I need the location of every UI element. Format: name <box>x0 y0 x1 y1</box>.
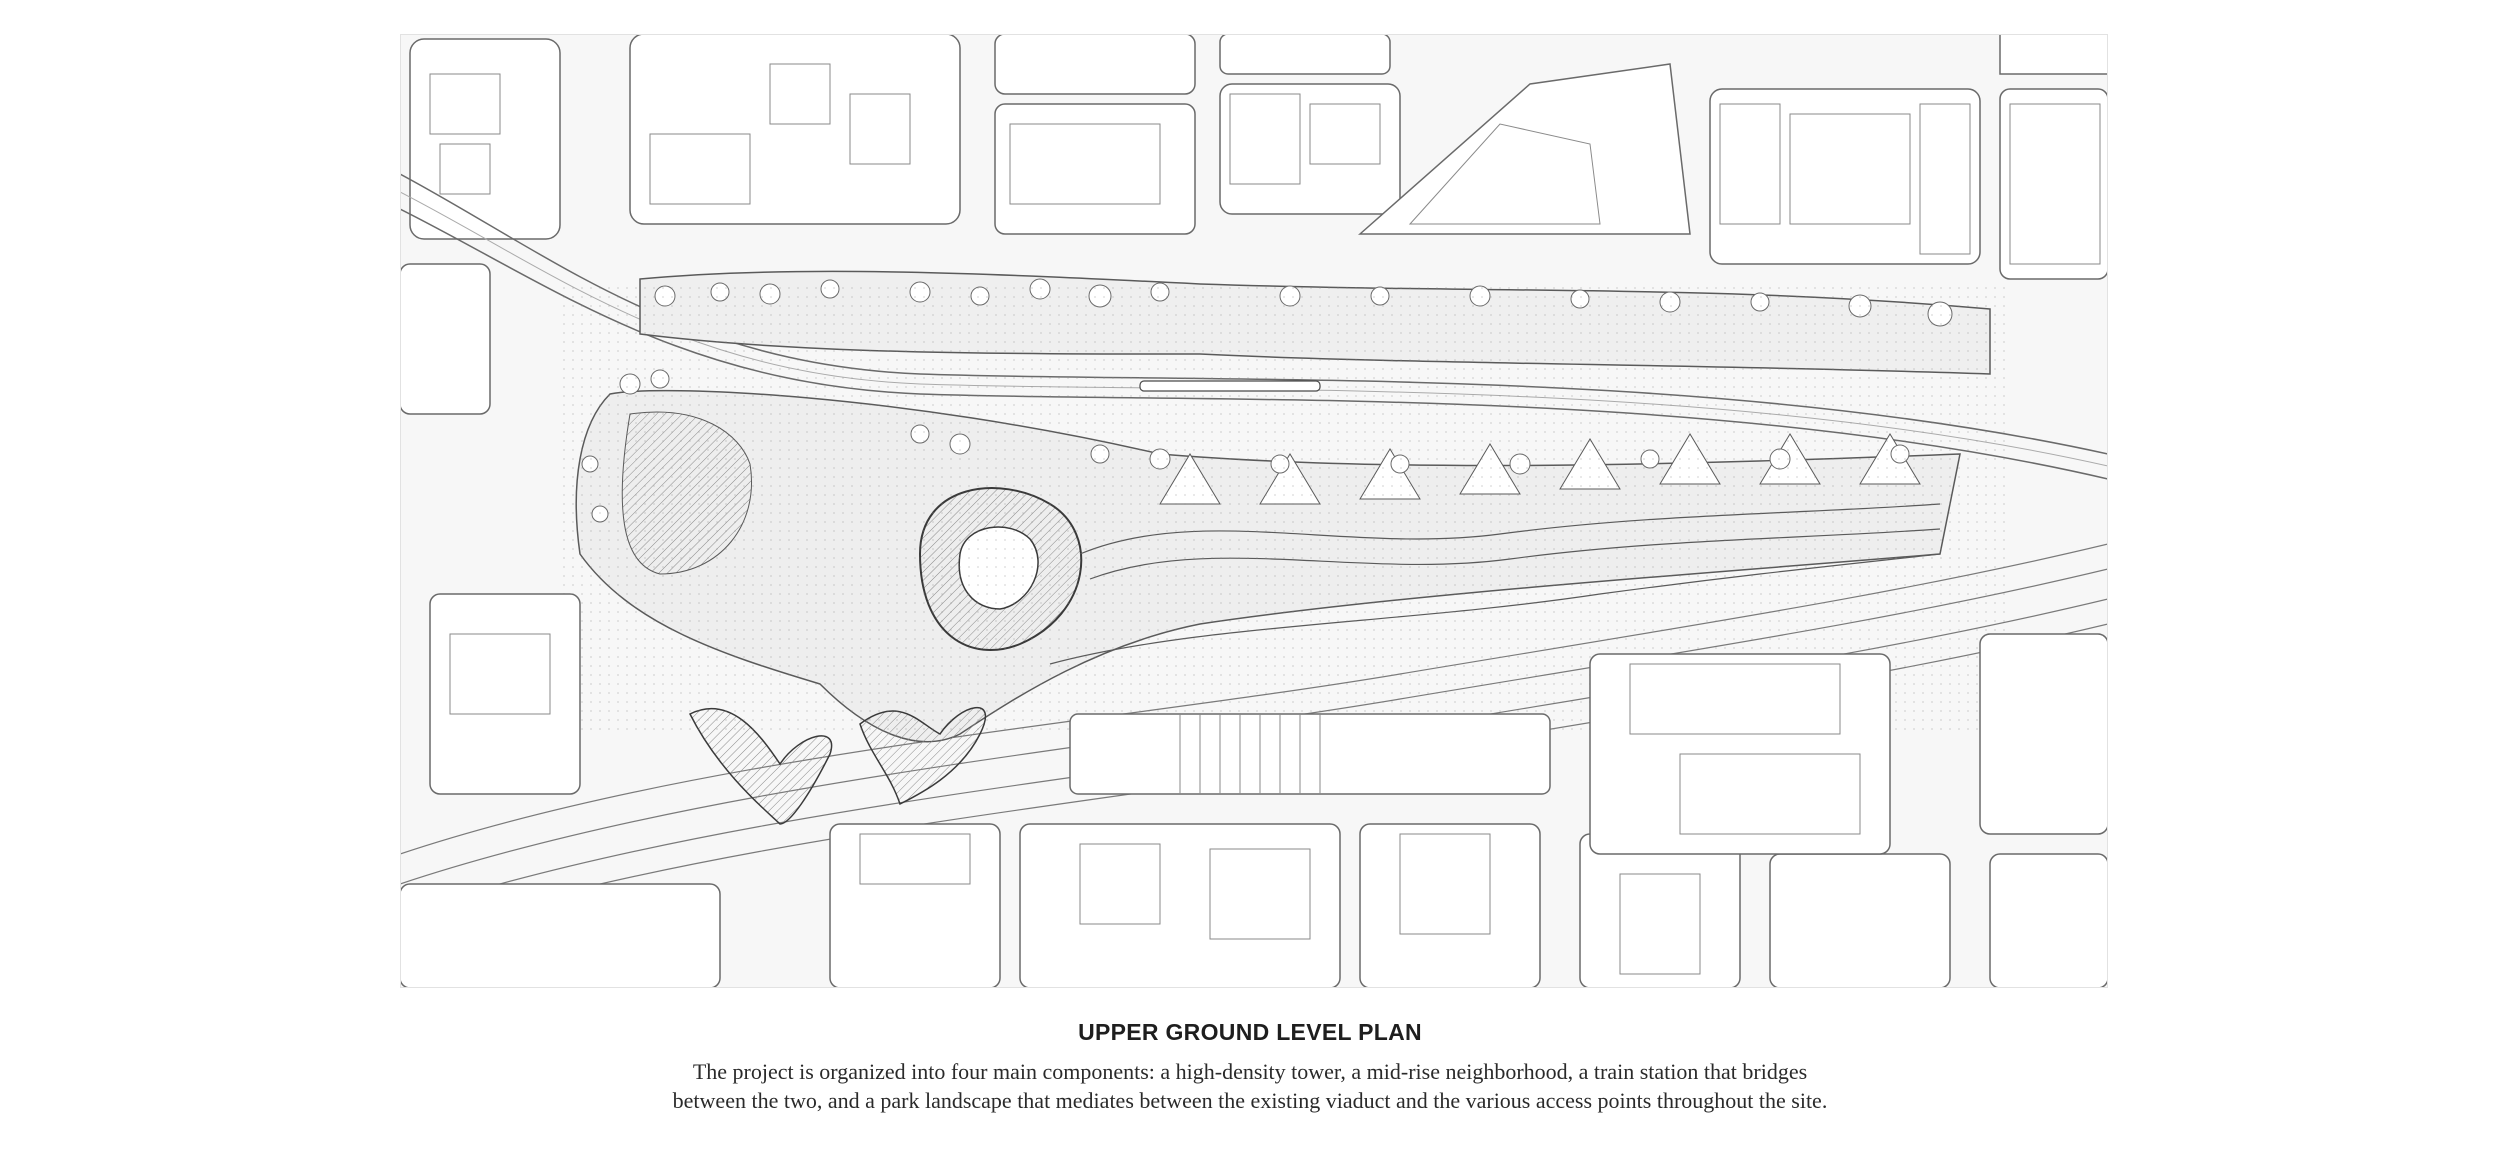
site-plan-drawing <box>400 34 2108 988</box>
train <box>1140 381 1320 391</box>
figure-caption: The project is organized into four main components: a high-density tower, a mid-rise neighborhood, a train station that bridges between the two, and a park landscape that mediates between the existing viaduct and the various access points throughout the site. <box>672 1059 1828 1113</box>
figure-title: UPPER GROUND LEVEL PLAN <box>1078 1019 1422 1045</box>
site-plan-svg <box>400 34 2108 988</box>
